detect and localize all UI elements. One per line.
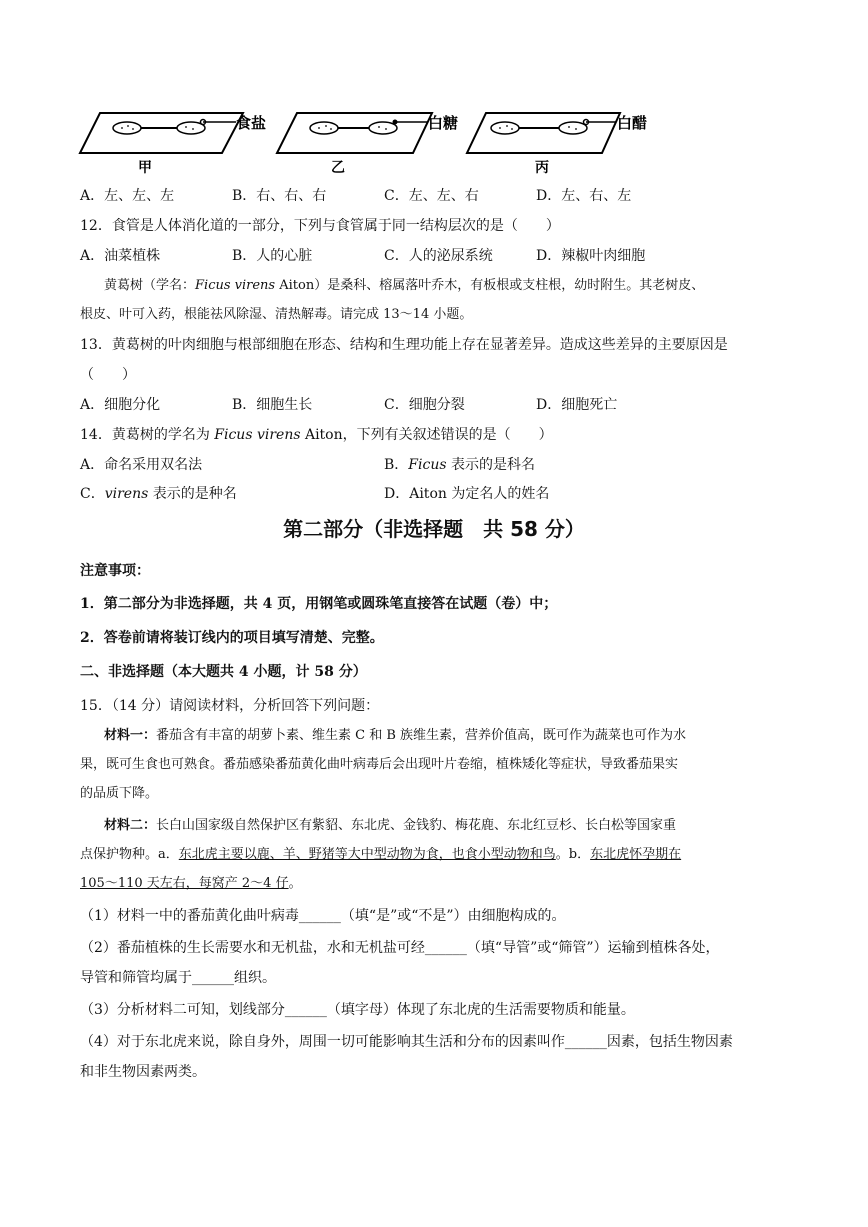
q14-option-b: B．Ficus 表示的是科名 — [384, 457, 535, 473]
q11-option-a: A．左、左、左 — [80, 188, 175, 204]
q13-option-b: B．细胞生长 — [232, 397, 313, 413]
q13-stem-paren: （ ） — [80, 367, 136, 383]
slide-label-yi: 乙 — [331, 160, 345, 176]
slides-diagram — [0, 0, 868, 180]
passage-line-1: 黄葛树（学名：Ficus virens Aiton）是桑科、榕属落叶乔木，有板根或支柱根，幼时附生。其老树皮、 — [104, 278, 705, 293]
material1-line-1: 材料一：番茄含有丰富的胡萝卜素、维生素 C 和 B 族维生素，营养价值高，既可作为蔬菜也可作为水 — [104, 728, 687, 743]
q15-sub-2: （2）番茄植株的生长需要水和无机盐，水和无机盐可经______（填“导管”或“筛管”）运输到植株各处， — [80, 940, 720, 956]
part2-title: 第二部分（非选择题 共 58 分） — [283, 517, 585, 541]
material2-line-3: 105～110 天左右，每窝产 2～4 仔。 — [80, 876, 302, 891]
section-heading: 二、非选择题（本大题共 4 小题，计 58 分） — [80, 664, 367, 680]
q15-sub-4: （4）对于东北虎来说，除自身外，周围一切可能影响其生活和分布的因素叫作______因素，包括生物因素 — [80, 1034, 733, 1050]
q15-stem: 15．（14 分）请阅读材料，分析回答下列问题： — [80, 698, 380, 714]
material1-line-2: 果，既可生食也可熟食。番茄感染番茄黄化曲叶病毒后会出现叶片卷缩，植株矮化等症状，导致番茄果实 — [80, 757, 679, 772]
q15-sub-3: （3）分析材料二可知，划线部分______（填字母）体现了东北虎的生活需要物质和能量。 — [80, 1002, 635, 1018]
slide-label-bing: 丙 — [535, 160, 549, 176]
q11-option-c: C．左、左、右 — [384, 188, 479, 204]
slide-bing — [467, 113, 647, 176]
q11-option-b: B．右、右、右 — [232, 188, 327, 204]
slide-yi — [277, 113, 458, 176]
passage-line-2: 根皮、叶可入药，根能祛风除湿、清热解毒。请完成 13～14 小题。 — [80, 307, 473, 322]
q13-stem: 13．黄葛树的叶肉细胞与根部细胞在形态、结构和生理功能上存在显著差异。造成这些差异的主要原因是 — [80, 337, 728, 353]
q15-sub-2-cont: 导管和筛管均属于______组织。 — [80, 970, 276, 986]
substance-label-vinegar: 白醋 — [617, 114, 648, 132]
material1-line-3: 的品质下降。 — [80, 786, 159, 801]
notice-item-2: 2．答卷前请将装订线内的项目填写清楚、完整。 — [80, 630, 384, 646]
material2-line-2: 点保护物种。a．东北虎主要以鹿、羊、野猪等大中型动物为食，也食小型动物和鸟。b．东北虎怀孕期在 — [80, 847, 682, 862]
underlined-part-b-end: 105～110 天左右，每窝产 2～4 仔 — [80, 876, 289, 891]
q12-option-c: C．人的泌尿系统 — [384, 248, 493, 264]
q11-option-d: D．左、右、左 — [536, 188, 632, 204]
notice-heading: 注意事项： — [80, 563, 150, 579]
q14-option-a: A．命名采用双名法 — [80, 457, 203, 473]
substance-label-salt: 食盐 — [236, 114, 267, 132]
q15-sub-1: （1）材料一中的番茄黄化曲叶病毒______（填“是”或“不是”）由细胞构成的。 — [80, 908, 566, 924]
substance-label-sugar: 白糖 — [428, 114, 459, 132]
q14-option-c: C．virens 表示的是种名 — [80, 486, 237, 502]
q13-option-c: C．细胞分裂 — [384, 397, 465, 413]
q14-option-d: D．Aiton 为定名人的姓名 — [384, 486, 550, 502]
q12-option-a: A．油菜植株 — [80, 248, 161, 264]
q13-option-a: A．细胞分化 — [80, 397, 161, 413]
q15-sub-4-cont: 和非生物因素两类。 — [80, 1064, 206, 1080]
q14-stem: 14．黄葛树的学名为 Ficus virens Aiton，下列有关叙述错误的是（ ） — [80, 427, 553, 443]
q13-option-d: D．细胞死亡 — [536, 397, 618, 413]
underlined-part-a: 东北虎主要以鹿、羊、野猪等大中型动物为食，也食小型动物和鸟 — [178, 847, 556, 862]
q12-option-d: D．辣椒叶肉细胞 — [536, 248, 646, 264]
q12-stem: 12．食管是人体消化道的一部分，下列与食管属于同一结构层次的是（ ） — [80, 218, 560, 234]
slide-label-jia: 甲 — [138, 160, 152, 176]
underlined-part-b-start: 东北虎怀孕期在 — [590, 847, 682, 862]
material2-line-1: 材料二：长白山国家级自然保护区有紫貂、东北虎、金钱豹、梅花鹿、东北红豆杉、长白松等国家重 — [104, 818, 677, 833]
slide-jia — [80, 113, 266, 176]
q12-option-b: B．人的心脏 — [232, 248, 313, 264]
notice-item-1: 1．第二部分为非选择题，共 4 页，用钢笔或圆珠笔直接答在试题（卷）中； — [80, 596, 558, 612]
